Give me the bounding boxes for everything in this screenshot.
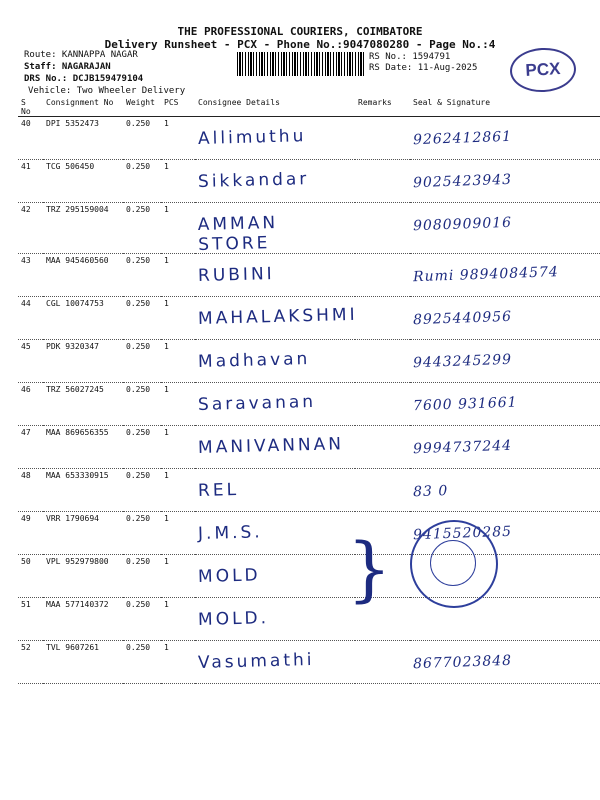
row-consignee-cell [195, 340, 355, 383]
row-consignment: TRZ 56027245 [43, 383, 123, 426]
row-remarks [355, 117, 410, 160]
row-pcs: 1 [161, 160, 195, 203]
row-consignee-cell [195, 160, 355, 203]
staff-label: Staff: NAGARAJAN [24, 62, 111, 72]
row-consignee: REL [197, 479, 240, 502]
row-sno: 42 [18, 203, 43, 254]
row-weight: 0.250 [123, 426, 161, 469]
row-signature-cell [410, 426, 600, 469]
row-remarks [355, 340, 410, 383]
table-row [18, 203, 600, 254]
row-remarks [355, 203, 410, 254]
row-consignee-cell [195, 469, 355, 512]
row-consignment: MAA 577140372 [43, 598, 123, 641]
row-weight: 0.250 [123, 555, 161, 598]
row-weight: 0.250 [123, 383, 161, 426]
company-seal-inner [430, 540, 476, 586]
drs-label: DRS No.: DCJB159479104 [24, 74, 144, 84]
row-signature: 9262412861 [412, 128, 513, 149]
row-consignee: Madhavan [197, 349, 311, 373]
row-sno: 49 [18, 512, 43, 555]
row-remarks [355, 297, 410, 340]
row-pcs: 1 [161, 340, 195, 383]
row-sno: 47 [18, 426, 43, 469]
row-sno: 48 [18, 469, 43, 512]
row-consignee-cell [195, 117, 355, 160]
row-signature: Rumi 9894084574 [412, 264, 560, 286]
row-consignee-cell [195, 641, 355, 684]
row-consignment: TVL 9607261 [43, 641, 123, 684]
row-weight: 0.250 [123, 641, 161, 684]
row-signature: 9443245299 [412, 351, 513, 372]
row-consignment: DPI 5352473 [43, 117, 123, 160]
row-pcs: 1 [161, 383, 195, 426]
row-pcs: 1 [161, 426, 195, 469]
row-consignee: AMMAN STORE [197, 212, 279, 256]
row-sno: 52 [18, 641, 43, 684]
row-consignee: MOLD. [197, 608, 270, 631]
table-row [18, 383, 600, 426]
row-consignee-cell [195, 254, 355, 297]
table-row [18, 340, 600, 383]
row-signature: 8925440956 [412, 308, 513, 329]
row-consignee: MOLD [197, 565, 261, 588]
row-consignment: MAA 869656355 [43, 426, 123, 469]
row-pcs: 1 [161, 512, 195, 555]
row-consignment: TCG 506450 [43, 160, 123, 203]
row-signature-cell [410, 160, 600, 203]
row-signature-cell [410, 641, 600, 684]
route-label: Route: KANNAPPA NAGAR [24, 50, 138, 60]
row-sno: 43 [18, 254, 43, 297]
runsheet-table [18, 98, 600, 684]
row-pcs: 1 [161, 117, 195, 160]
col-weight: Weight [123, 98, 161, 117]
col-signature: Seal & Signature [410, 98, 600, 117]
vehicle-label: Vehicle: Two Wheeler Delivery [28, 86, 186, 96]
row-consignment: TRZ 295159004 [43, 203, 123, 254]
row-sno: 40 [18, 117, 43, 160]
row-signature-cell [410, 117, 600, 160]
row-weight: 0.250 [123, 469, 161, 512]
table-row [18, 469, 600, 512]
row-consignee-cell [195, 598, 355, 641]
row-consignee: Allimuthu [197, 126, 307, 150]
table-row [18, 254, 600, 297]
row-pcs: 1 [161, 469, 195, 512]
row-remarks [355, 254, 410, 297]
row-pcs: 1 [161, 555, 195, 598]
row-consignee: Sikkandar [197, 169, 310, 193]
row-weight: 0.250 [123, 340, 161, 383]
table-row [18, 160, 600, 203]
table-row [18, 512, 600, 555]
row-consignment: VRR 1790694 [43, 512, 123, 555]
table-header-row [18, 98, 600, 117]
row-signature: 9025423943 [412, 171, 513, 192]
row-signature: 83 0 [412, 482, 449, 501]
row-consignee: Vasumathi [197, 649, 315, 674]
row-consignee-cell [195, 426, 355, 469]
row-pcs: 1 [161, 641, 195, 684]
runsheet-subtitle: Delivery Runsheet - PCX - Phone No.:9047080280 - Page No.:4 [104, 38, 496, 51]
row-consignment: MAA 945460560 [43, 254, 123, 297]
row-consignment: CGL 10074753 [43, 297, 123, 340]
row-consignment: PDK 9320347 [43, 340, 123, 383]
row-remarks [355, 160, 410, 203]
row-consignee-cell [195, 297, 358, 340]
rs-number: RS No.: 1594791 [369, 52, 451, 62]
col-sno: S No [18, 98, 43, 117]
row-weight: 0.250 [123, 117, 161, 160]
table-row [18, 555, 600, 598]
row-weight: 0.250 [123, 160, 161, 203]
row-consignee-cell [195, 383, 355, 426]
row-consignee: RUBINI [197, 264, 275, 287]
row-weight: 0.250 [123, 254, 161, 297]
row-sno: 46 [18, 383, 43, 426]
row-weight: 0.250 [123, 512, 161, 555]
rs-date: RS Date: 11-Aug-2025 [369, 63, 478, 73]
row-signature: 9994737244 [412, 437, 513, 458]
row-weight: 0.250 [123, 203, 161, 254]
company-title: THE PROFESSIONAL COURIERS, COIMBATORE [177, 25, 423, 38]
row-signature: 8677023848 [412, 652, 513, 673]
table-row [18, 426, 600, 469]
row-weight: 0.250 [123, 297, 161, 340]
row-signature [413, 607, 597, 613]
row-sno: 45 [18, 340, 43, 383]
row-sno: 41 [18, 160, 43, 203]
row-sno: 51 [18, 598, 43, 641]
row-consignee: Saravanan [197, 391, 317, 416]
row-pcs: 1 [161, 254, 195, 297]
row-pcs: 1 [161, 598, 195, 641]
col-consignment: Consignment No [43, 98, 123, 117]
row-remarks [355, 469, 410, 512]
pcx-stamp: PCX [509, 46, 577, 93]
row-remarks [355, 641, 410, 684]
row-consignment: VPL 952979800 [43, 555, 123, 598]
row-sno: 50 [18, 555, 43, 598]
row-signature: 9080909016 [412, 214, 513, 235]
col-remarks: Remarks [355, 98, 410, 117]
row-consignee-cell [195, 512, 355, 555]
col-consignee: Consignee Details [195, 98, 355, 117]
row-consignment: MAA 653330915 [43, 469, 123, 512]
row-signature: 9415520285 [412, 523, 513, 544]
handwritten-brace: } [347, 528, 392, 610]
row-signature-cell [410, 203, 600, 254]
table-row [18, 297, 600, 340]
row-consignee: J.M.S. [197, 522, 263, 545]
row-weight: 0.250 [123, 598, 161, 641]
col-pcs: PCS [161, 98, 195, 117]
row-signature-cell [410, 297, 600, 340]
row-signature-cell [410, 383, 600, 426]
barcode [237, 52, 364, 76]
table-row [18, 641, 600, 684]
row-signature-cell [410, 340, 600, 383]
row-signature-cell [410, 469, 600, 512]
row-consignee-cell [195, 203, 355, 254]
row-consignee: MAHALAKSHMI [197, 304, 358, 330]
row-signature: 7600 931661 [412, 394, 518, 415]
row-pcs: 1 [161, 297, 195, 340]
table-row [18, 117, 600, 160]
row-remarks [355, 383, 410, 426]
row-pcs: 1 [161, 203, 195, 254]
row-consignee: MANIVANNAN [197, 434, 345, 459]
row-remarks [355, 426, 410, 469]
table-row [18, 598, 600, 641]
row-sno: 44 [18, 297, 43, 340]
row-signature-cell [410, 254, 600, 297]
row-consignee-cell [195, 555, 355, 598]
